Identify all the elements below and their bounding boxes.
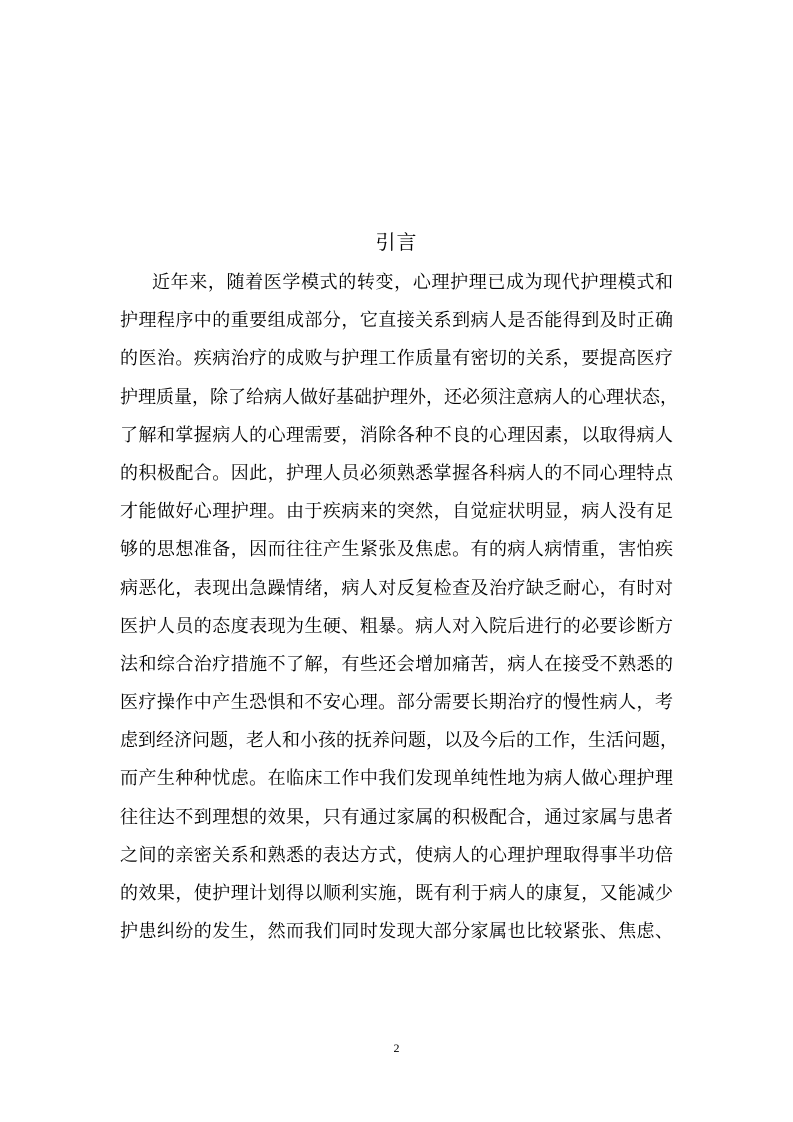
paragraph-line: 的积极配合。因此，护理人员必须熟悉掌握各科病人的不同心理特点 (120, 462, 673, 484)
section-title: 引言 (375, 230, 418, 254)
paragraph-line: 往往达不到理想的效果，只有通过家属的积极配合，通过家属与患者 (120, 806, 673, 828)
paragraph-line: 近年来，随着医学模式的转变，心理护理已成为现代护理模式和 (152, 272, 673, 293)
paragraph-line: 而产生种种忧虑。在临床工作中我们发现单纯性地为病人做心理护理 (120, 768, 673, 790)
paragraph-line: 够的思想准备，因而往往产生紧张及焦虑。有的病人病情重，害怕疾 (120, 539, 673, 561)
paragraph-line: 的效果，使护理计划得以顺利实施，既有利于病人的康复，又能减少 (120, 883, 673, 904)
paragraph-line: 的医治。疾病治疗的成败与护理工作质量有密切的关系，要提高医疗 (120, 348, 673, 370)
paragraph-line: 法和综合治疗措施不了解，有些还会增加痛苦，病人在接受不熟悉的 (120, 653, 673, 675)
paragraph-line: 之间的亲密关系和熟悉的表达方式，使病人的心理护理取得事半功倍 (120, 844, 673, 866)
paragraph-line: 护理程序中的重要组成部分，它直接关系到病人是否能得到及时正确 (120, 310, 673, 332)
paragraph-line: 才能做好心理护理。由于疾病来的突然，自觉症状明显，病人没有足 (120, 501, 673, 523)
paragraph-line: 医疗操作中产生恐惧和不安心理。部分需要长期治疗的慢性病人，考 (120, 692, 673, 714)
paragraph-line: 护患纠纷的发生，然而我们同时发现大部分家属也比较紧张、焦虑、 (120, 921, 673, 943)
paragraph-line: 医护人员的态度表现为生硬、粗暴。病人对入院后进行的必要诊断方 (120, 615, 673, 637)
paragraph-line: 虑到经济问题，老人和小孩的抚养问题，以及今后的工作，生活问题， (120, 730, 678, 752)
paragraph-line: 病恶化，表现出急躁情绪，病人对反复检查及治疗缺乏耐心，有时对 (120, 577, 673, 599)
body-paragraph (120, 264, 678, 951)
page-number: 2 (393, 1041, 400, 1055)
paragraph-line: 护理质量，除了给病人做好基础护理外，还必须注意病人的心理状态， (120, 386, 678, 408)
paragraph-line: 了解和掌握病人的心理需要，消除各种不良的心理因素，以取得病人 (120, 424, 673, 446)
